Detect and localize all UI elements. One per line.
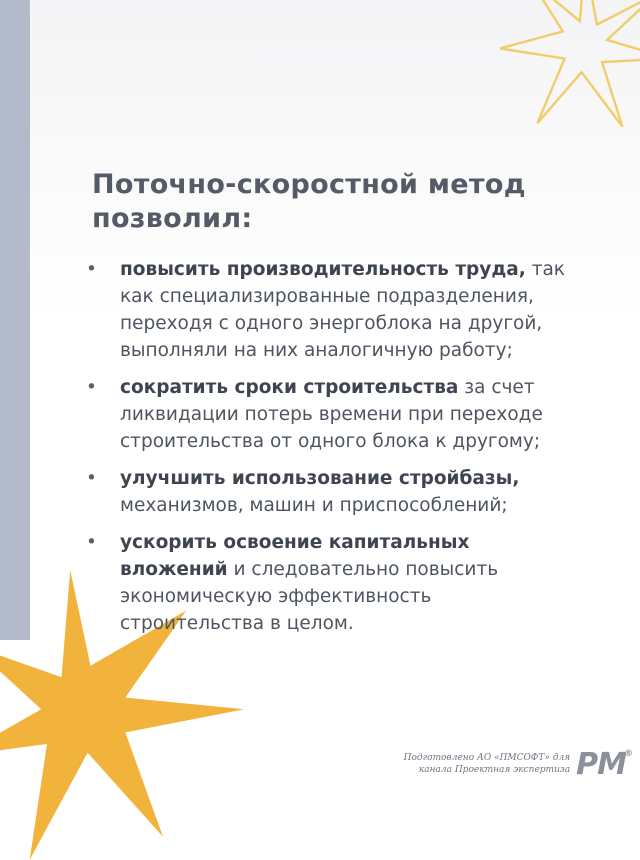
- footer-credit: [390, 752, 570, 776]
- item-bold-text: улучшить использование стройбазы,: [120, 468, 520, 489]
- item-bold-text: ускорить освоение капитальных вложений: [120, 532, 470, 580]
- list-item: [86, 529, 576, 637]
- item-text: за счет ликвидации потерь времени при переходе строительства от одного блока к другому;: [120, 377, 543, 452]
- logo-text: PM: [576, 746, 626, 782]
- list-item: [86, 374, 576, 455]
- pm-logo: [576, 746, 632, 782]
- footer: [390, 746, 632, 782]
- footer-line-1: Подготовлено АО «ПМСОФТ» для: [403, 753, 571, 763]
- item-bold-text: сократить сроки строительства: [120, 377, 459, 398]
- item-text: так как специализированные подразделения, переходя с одного энергоблока на другой, выполняли на них аналогичную работу;: [120, 259, 565, 361]
- logo-registered-mark: ®: [624, 748, 632, 759]
- benefits-list: [86, 256, 576, 647]
- item-text: и следовательно повысить экономическую эффективность строительства в целом.: [120, 559, 499, 634]
- bullet: •: [86, 468, 97, 489]
- item-bold-text: повысить производительность труда,: [120, 259, 526, 280]
- list-item: [86, 465, 576, 519]
- bullet: •: [86, 377, 97, 398]
- bullet: •: [86, 532, 97, 553]
- star-outline-icon: [500, 0, 640, 130]
- slide-title: Поточно-скоростной метод позволил:: [92, 169, 526, 234]
- list-item: [86, 256, 576, 364]
- left-accent-bar: [0, 0, 30, 640]
- footer-line-2: канала Проектная экспертиза: [418, 765, 571, 775]
- item-text: механизмов, машин и приспособлений;: [120, 495, 508, 516]
- bullet: •: [86, 259, 97, 280]
